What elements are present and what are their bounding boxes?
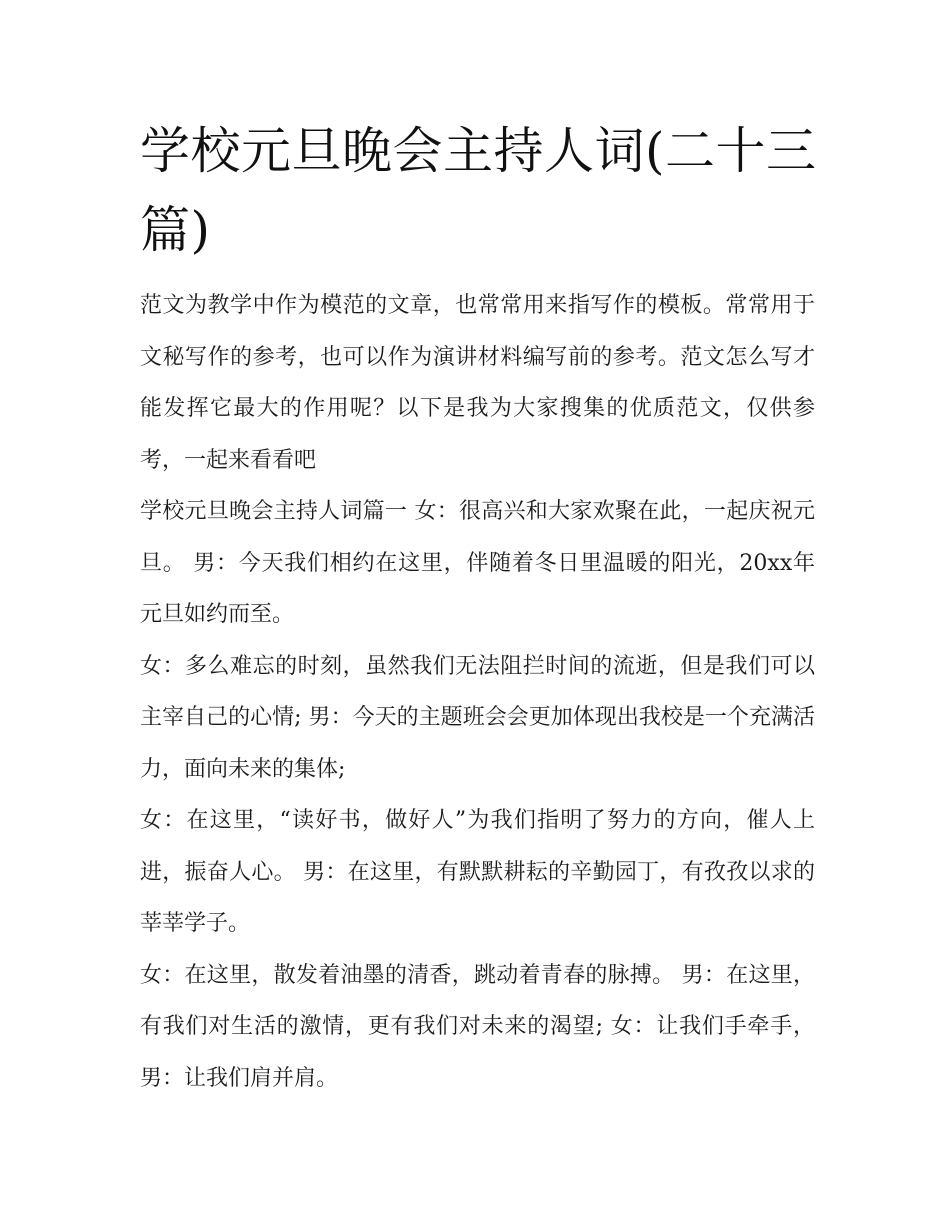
intro-paragraph: 范文为教学中作为模范的文章，也常常用来指写作的模板。常常用于文秘写作的参考，也可以作为演讲材料编写前的参考。范文怎么写才能发挥它最大的作用呢？以下是我为大家搜集的优质范文，仅供参考，一起来看看吧 (140, 293, 815, 473)
body-paragraph: 女：在这里，“读好书，做好人”为我们指明了努力的方向，催人上进，振奋人心。 男：在这里，有默默耕耘的辛勤园丁，有孜孜以求的莘莘学子。 (140, 808, 815, 936)
body-paragraph: 学校元旦晚会主持人词篇一 女：很高兴和大家欢聚在此，一起庆祝元旦。 男：今天我们相约在这里，伴随着冬日里温暖的阳光，20xx年元旦如约而至。 (140, 499, 815, 627)
document-title: 学校元旦晚会主持人词(二十三篇) (140, 122, 817, 259)
body-paragraph: 女：在这里，散发着油墨的清香，跳动着青春的脉搏。 男：在这里，有我们对生活的激情，更有我们对未来的渴望; 女：让我们手牵手， 男：让我们肩并肩。 (140, 962, 815, 1091)
body-paragraph: 女：多么难忘的时刻，虽然我们无法阻拦时间的流逝，但是我们可以主宰自己的心情; 男：今天的主题班会会更加体现出我校是一个充满活力，面向未来的集体; (140, 653, 815, 782)
document-body (140, 280, 815, 1104)
